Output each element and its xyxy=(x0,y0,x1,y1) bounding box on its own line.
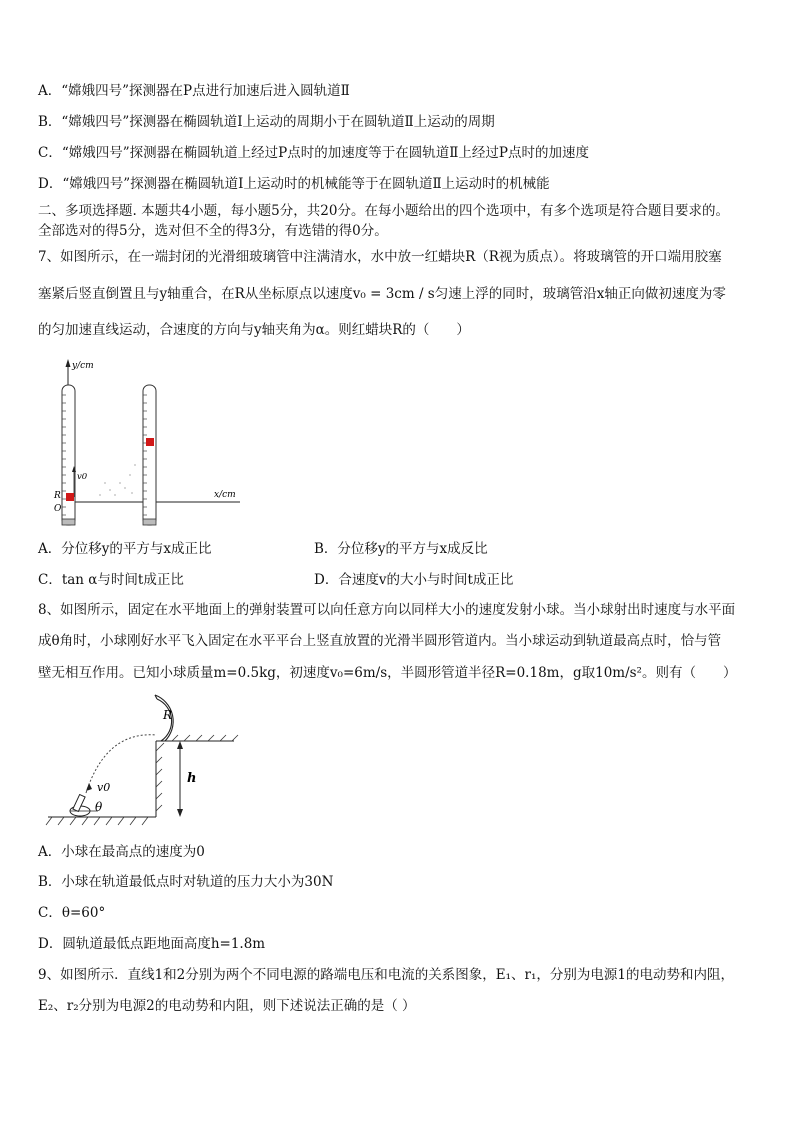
q6-option-b: B．“嫦娥四号”探测器在椭圆轨道Ⅰ上运动的周期小于在圆轨道Ⅱ上运动的周期 xyxy=(38,114,495,130)
section2-heading-line1: 二、多项选择题. 本题共4小题，每小题5分，共20分。在每小题给出的四个选项中，有多个选项是符合题目要求的。 xyxy=(38,203,729,219)
q7-stem-line1: 7、如图所示，在一端封闭的光滑细玻璃管中注满清水，水中放一红蜡块R（R视为质点）。将玻璃管的开口端用胶塞 xyxy=(38,249,722,265)
q7-option-d: D．合速度v的大小与时间t成正比 xyxy=(314,572,514,588)
q8-stem-line1: 8、如图所示，固定在水平地面上的弹射装置可以向任意方向以同样大小的速度发射小球。当小球射出时速度与水平面 xyxy=(38,602,736,618)
q8-h-label: h xyxy=(187,771,197,786)
q7-option-b: B．分位移y的平方与x成反比 xyxy=(314,541,488,557)
q7-option-c: C．tan α与时间t成正比 xyxy=(38,572,184,588)
q9-stem-line2: E₂、r₂分别为电源2的电动势和内阻，则下述说法正确的是（ ） xyxy=(38,998,416,1014)
q7-stem-line3: 的匀加速直线运动，合速度的方向与y轴夹角为α。则红蜡块R的（ ） xyxy=(38,322,470,338)
q8-stem-line2: 成θ角时，小球刚好水平飞入固定在水平平台上竖直放置的光滑半圆形管道内。当小球运动到轨道最高点时，恰与管 xyxy=(38,633,722,649)
wax-block-moved xyxy=(146,438,154,446)
q8-R-label: R xyxy=(163,708,173,722)
q7-option-a: A．分位移y的平方与x成正比 xyxy=(38,541,212,557)
q6-option-a: A．“嫦娥四号”探测器在P点进行加速后进入圆轨道Ⅱ xyxy=(38,83,350,99)
q7-v0-label: v0 xyxy=(77,472,88,482)
q7-figure xyxy=(40,355,250,535)
q8-option-b: B．小球在轨道最低点时对轨道的压力大小为30N xyxy=(38,874,334,890)
q8-stem-line3: 壁无相互作用。已知小球质量m=0.5kg，初速度v₀=6m/s，半圆形管道半径R=0.18m，g取10m/s²。则有（ ） xyxy=(38,665,737,681)
q9-stem-line1: 9、如图所示．直线1和2分别为两个不同电源的路端电压和电流的关系图象，E₁、r₁，分别为电源1的电动势和内阻， xyxy=(38,967,734,983)
q8-figure xyxy=(44,695,244,830)
q8-option-a: A．小球在最高点的速度为0 xyxy=(38,844,205,860)
q8-theta-label: θ xyxy=(95,800,103,814)
q7-stem-line2: 塞紧后竖直倒置且与y轴重合，在R从坐标原点以速度v₀ = 3cm / s匀速上浮的同时，玻璃管沿x轴正向做初速度为零 xyxy=(38,286,726,302)
q6-option-d: D．“嫦娥四号”探测器在椭圆轨道Ⅰ上运动时的机械能等于在圆轨道Ⅱ上运动时的机械能 xyxy=(38,176,550,192)
q8-option-c: C．θ=60° xyxy=(38,905,106,921)
q8-option-d: D．圆轨道最低点距地面高度h=1.8m xyxy=(38,936,266,952)
q6-option-c: C．“嫦娥四号”探测器在椭圆轨道上经过P点时的加速度等于在圆轨道Ⅱ上经过P点时的加速度 xyxy=(38,145,589,161)
section2-heading-line2: 全部选对的得5分，选对但不全的得3分，有选错的得0分。 xyxy=(38,223,388,239)
q7-O-label: O xyxy=(54,504,62,514)
wax-block-start xyxy=(66,493,74,501)
q8-v0-label: v0 xyxy=(97,781,111,794)
q7-x-axis-label: x/cm xyxy=(214,490,236,500)
q7-y-axis-label: y/cm xyxy=(72,361,94,371)
q7-R-label: R xyxy=(54,491,61,501)
